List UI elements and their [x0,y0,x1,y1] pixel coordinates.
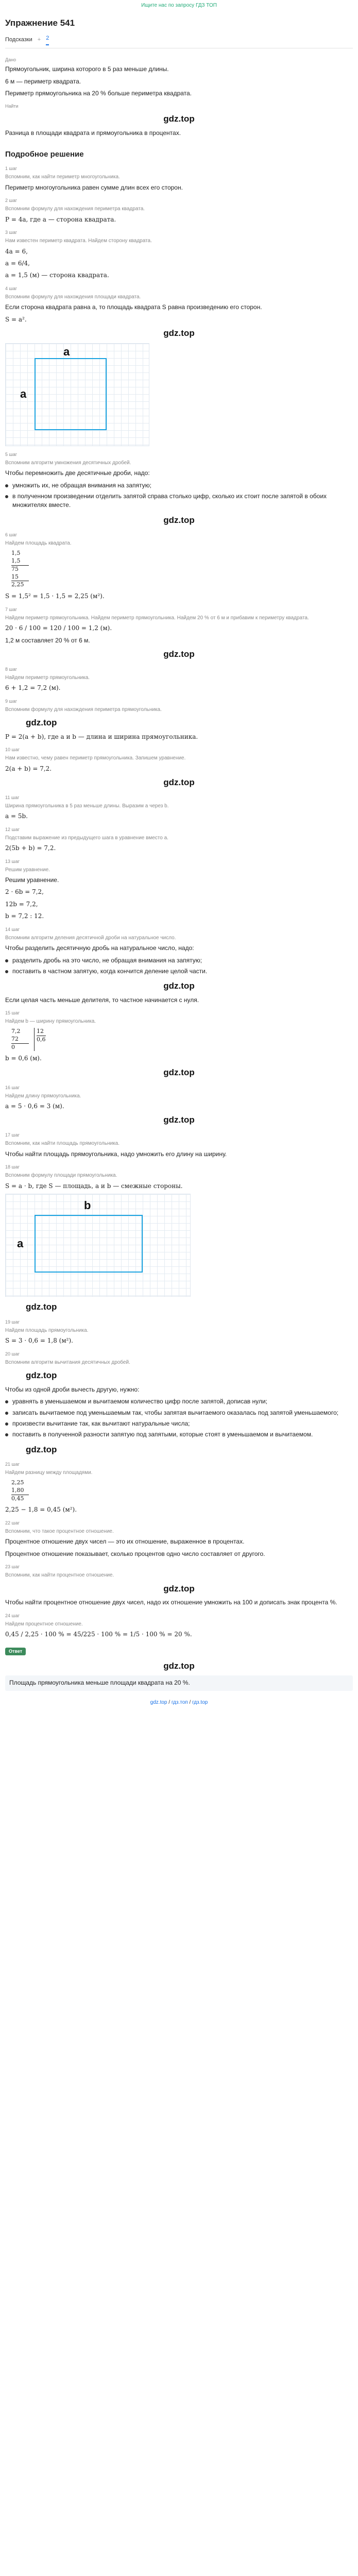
step-hint: Вспомним, как найти процентное отношение. [5,1572,114,1579]
equation: a = 1,5 (м) — сторона квадрата. [5,272,109,279]
tab-2[interactable]: 2 [46,35,49,45]
rule-list [5,1397,353,1439]
step-text: Периметр многоугольника равен сумме длин всех его сторон. [5,183,183,191]
result: 2,25 − 1,8 = 0,45 (м²). [5,1506,77,1514]
watermark: gdz.top [26,1370,57,1381]
col-line: 2,25 [11,581,24,588]
step-label: 19 шаг [5,1319,20,1325]
solution-title: Подробное решение [5,150,84,159]
watermark: gdz.top [163,1583,195,1594]
list-item: записать вычитаемое под уменьшаемым так, чтобы запятая вычитаемого оказалась под запятой уменьшаемого; [5,1409,353,1417]
watermark: gdz.top [26,1444,57,1454]
page-title: Упражнение 541 [5,18,75,28]
list-item: разделить дробь на это число, не обращая внимания на запятую; [5,956,353,965]
watermark: gdz.top [163,649,195,659]
equation: 6 + 1,2 = 7,2 (м). [5,684,61,692]
watermark: gdz.top [163,1660,195,1671]
step-text: Процентное отношение двух чисел — это их отношение, выраженное в процентах. [5,1538,245,1546]
given-line: Прямоугольник, ширина которого в 5 раз меньше длины. [5,65,169,73]
col-line: 1,5 [11,549,21,556]
rule-list [5,956,353,976]
side-label-top: a [63,345,70,358]
footer-links [5,1699,353,1707]
footer-link-c[interactable]: гдз.top [192,1699,208,1705]
list-item: уравнять в уменьшаемом и вычитаемом количество цифр после запятой, дописав нули; [5,1397,353,1406]
step-hint: Вспомним алгоритм деления десятичной дроби на натуральное число. [5,935,176,941]
dividend-column [11,1028,29,1052]
rule-list [5,481,353,510]
watermark: gdz.top [163,1067,195,1077]
list-item: умножить их, не обращая внимания на запятую; [5,481,353,490]
step-text: Решим уравнение. [5,876,59,884]
formula: P = 4a, где a — сторона квадрата. [5,215,116,223]
search-hint-link[interactable]: Ищите нас по запросу ГДЗ ТОП [141,3,217,8]
step-text: Если сторона квадрата равна a, то площадь квадрата S равна произведению его сторон. [5,303,262,311]
step-label: 4 шаг [5,285,18,291]
step-text: Чтобы перемножить две десятичные дроби, надо: [5,469,150,477]
step-label: 6 шаг [5,532,18,538]
given-line: Периметр прямоугольника на 20 % больше периметра квадрата. [5,89,192,97]
step-label: 11 шаг [5,794,20,800]
step-text: Чтобы разделить десятичную дробь на натуральное число, надо: [5,944,194,952]
watermark: gdz.top [163,1115,195,1125]
rectangle-figure [5,1194,191,1297]
col-line: 1,80 [11,1486,24,1494]
step-label: 22 шаг [5,1520,20,1526]
step-hint: Найдем b — ширину прямоугольника. [5,1019,96,1025]
step-label: 8 шаг [5,666,18,672]
step-hint: Решим уравнение. [5,867,50,873]
step-hint: Вспомним, как найти площадь прямоугольника. [5,1141,120,1147]
step-text: Если целая часть меньше делителя, то частное начинается с нуля. [5,996,199,1004]
footer-sep: / [168,1699,171,1705]
footer-sep: / [189,1699,191,1705]
equation: 0,45 / 2,25 · 100 % = 45/225 · 100 % = 1/5 · 100 % = 20 %. [5,1631,192,1638]
step-label: 2 шаг [5,198,18,204]
column-division [11,1028,353,1052]
equation: 4a = 6, [5,247,28,255]
step-hint: Нам известен периметр квадрата. Найдем сторону квадрата. [5,238,152,244]
equation: a = 6/4, [5,259,30,267]
step-text: Процентное отношение показывает, сколько процентов одно число составляет от другого. [5,1550,265,1557]
step-hint: Нам известно, чему равен периметр прямоугольника. Запишем уравнение. [5,755,186,761]
footer-link-b[interactable]: гдз.топ [171,1699,188,1705]
given-line: 6 м — периметр квадрата. [5,77,81,85]
col-line: 0,45 [11,1495,24,1502]
step-hint: Найдем процентное отношение. [5,1621,83,1627]
watermark: gdz.top [163,114,195,124]
formula: S = a · b, где S — площадь, a и b — смежные стороны. [5,1182,183,1190]
step-hint: Найдем площадь квадрата. [5,540,72,547]
column-multiplication [11,550,353,589]
step-hint: Подставим выражение из предыдущего шага в уравнение вместо a. [5,835,168,841]
list-item: поставить в полученной разности запятую под запятыми, которые стоят в уменьшаемом и вычитаемом. [5,1430,353,1439]
list-item: произвести вычитание так, как вычитают натуральные числа; [5,1419,353,1428]
result: S = 1,5² = 1,5 · 1,5 = 2,25 (м²). [5,592,105,600]
equation: 12b = 7,2, [5,900,38,908]
equation: b = 7,2 : 12. [5,912,44,920]
step-label: 23 шаг [5,1564,20,1570]
step-label: 9 шаг [5,698,18,704]
step-label: 21 шаг [5,1462,20,1467]
footer-link-a[interactable]: gdz.top [150,1699,167,1705]
result: b = 0,6 (м). [5,1055,42,1062]
col-line: 7,2 [11,1027,21,1035]
step-text: Чтобы найти процентное отношение двух чисел, надо их отношение умножить на 100 и дописать знак процента %. [5,1599,337,1606]
tabs [5,35,353,48]
step-label: 18 шаг [5,1164,20,1170]
step-label: 10 шаг [5,747,20,753]
top-banner [5,0,353,15]
given-label: Дано [5,57,16,63]
watermark: gdz.top [163,328,195,338]
square-shape [35,358,107,430]
col-line: 0 [11,1043,15,1050]
step-hint: Вспомним, как найти периметр многоугольника. [5,174,120,180]
step-hint: Найдем периметр прямоугольника. [5,674,90,681]
col-line: 72 [11,1035,19,1042]
step-hint: Вспомним формулу площади прямоугольника. [5,1173,117,1179]
step-hint: Вспомним, что такое процентное отношение. [5,1528,114,1534]
square-figure [5,343,149,446]
col-line: 0,6 [37,1036,46,1043]
step-hint: Вспомним алгоритм вычитания десятичных дробей. [5,1359,130,1365]
side-label-left: a [20,387,27,400]
step-label: 15 шаг [5,1010,20,1016]
side-label-left: a [17,1236,24,1250]
col-line: 75 [11,565,19,572]
side-label-top: b [84,1198,91,1212]
step-label: 24 шаг [5,1613,20,1618]
equation: a = 5b. [5,812,28,820]
step-label: 12 шаг [5,826,20,832]
formula: P = 2(a + b), где a и b — длина и ширина прямоугольника. [5,733,198,740]
step-text: Чтобы найти площадь прямоугольника, надо умножить его длину на ширину. [5,1150,227,1158]
tab-hints[interactable]: Подсказки [5,36,32,43]
equation: 2(a + b) = 7,2. [5,765,52,772]
step-label: 14 шаг [5,926,20,932]
step-label: 16 шаг [5,1084,20,1090]
divisor-column [34,1028,46,1052]
step-hint: Ширина прямоугольника в 5 раз меньше длины. Выразим a через b. [5,803,169,809]
plus-icon[interactable]: + [37,36,41,43]
watermark: gdz.top [163,777,195,788]
col-line: 2,25 [11,1479,24,1486]
step-hint: Найдем длину прямоугольника. [5,1093,81,1099]
step-text: 1,2 м составляет 20 % от 6 м. [5,636,90,644]
equation: S = 3 · 0,6 = 1,8 (м²). [5,1337,73,1345]
list-item: поставить в частном запятую, когда кончится деление целой части. [5,967,353,976]
equation: 20 · 6 / 100 = 120 / 100 = 1,2 (м). [5,624,112,632]
find-line: Разница в площади квадрата и прямоугольника в процентах. [5,129,181,137]
watermark: gdz.top [26,718,57,728]
step-hint: Вспомним алгоритм умножения десятичных дробей. [5,460,131,466]
answer-label: Ответ [5,1648,26,1655]
col-line: 12 [37,1028,46,1036]
step-text: Чтобы из одной дроби вычесть другую, нужно: [5,1385,140,1393]
col-line: 1,5 [11,557,21,564]
step-label: 7 шаг [5,606,18,612]
rectangle-shape [35,1215,143,1273]
step-hint: Найдем разницу между площадями. [5,1470,93,1476]
step-hint: Найдем площадь прямоугольника. [5,1327,89,1333]
equation: 2 · 6b = 7,2, [5,888,44,896]
step-label: 20 шаг [5,1351,20,1357]
watermark: gdz.top [26,1301,57,1312]
step-label: 17 шаг [5,1132,20,1138]
step-label: 1 шаг [5,166,18,172]
equation: 2(5b + b) = 7,2. [5,844,56,852]
step-hint: Найдем периметр прямоугольника. Найдем периметр прямоугольника. Найдем 20 % от 6 м и прибавим к периметру квадрата. [5,615,309,621]
step-label: 13 шаг [5,858,20,864]
step-hint: Вспомним формулу для нахождения площади квадрата. [5,294,141,300]
find-label: Найти [5,104,19,109]
col-line: 15 [11,573,19,580]
formula: S = a². [5,315,27,323]
step-hint: Вспомним формулу для нахождения периметра прямоугольника. [5,706,162,713]
column-subtraction [11,1479,353,1503]
step-label: 5 шаг [5,451,18,457]
watermark: gdz.top [163,981,195,991]
answer-box: Площадь прямоугольника меньше площади квадрата на 20 %. [5,1675,353,1690]
step-hint: Вспомним формулу для нахождения периметра квадрата. [5,206,145,212]
watermark: gdz.top [163,515,195,525]
equation: a = 5 · 0,6 = 3 (м). [5,1103,64,1110]
list-item: в полученном произведении отделить запятой справа столько цифр, сколько их стоит после запятой в обоих множителях вместе. [5,492,353,510]
step-label: 3 шаг [5,230,18,235]
